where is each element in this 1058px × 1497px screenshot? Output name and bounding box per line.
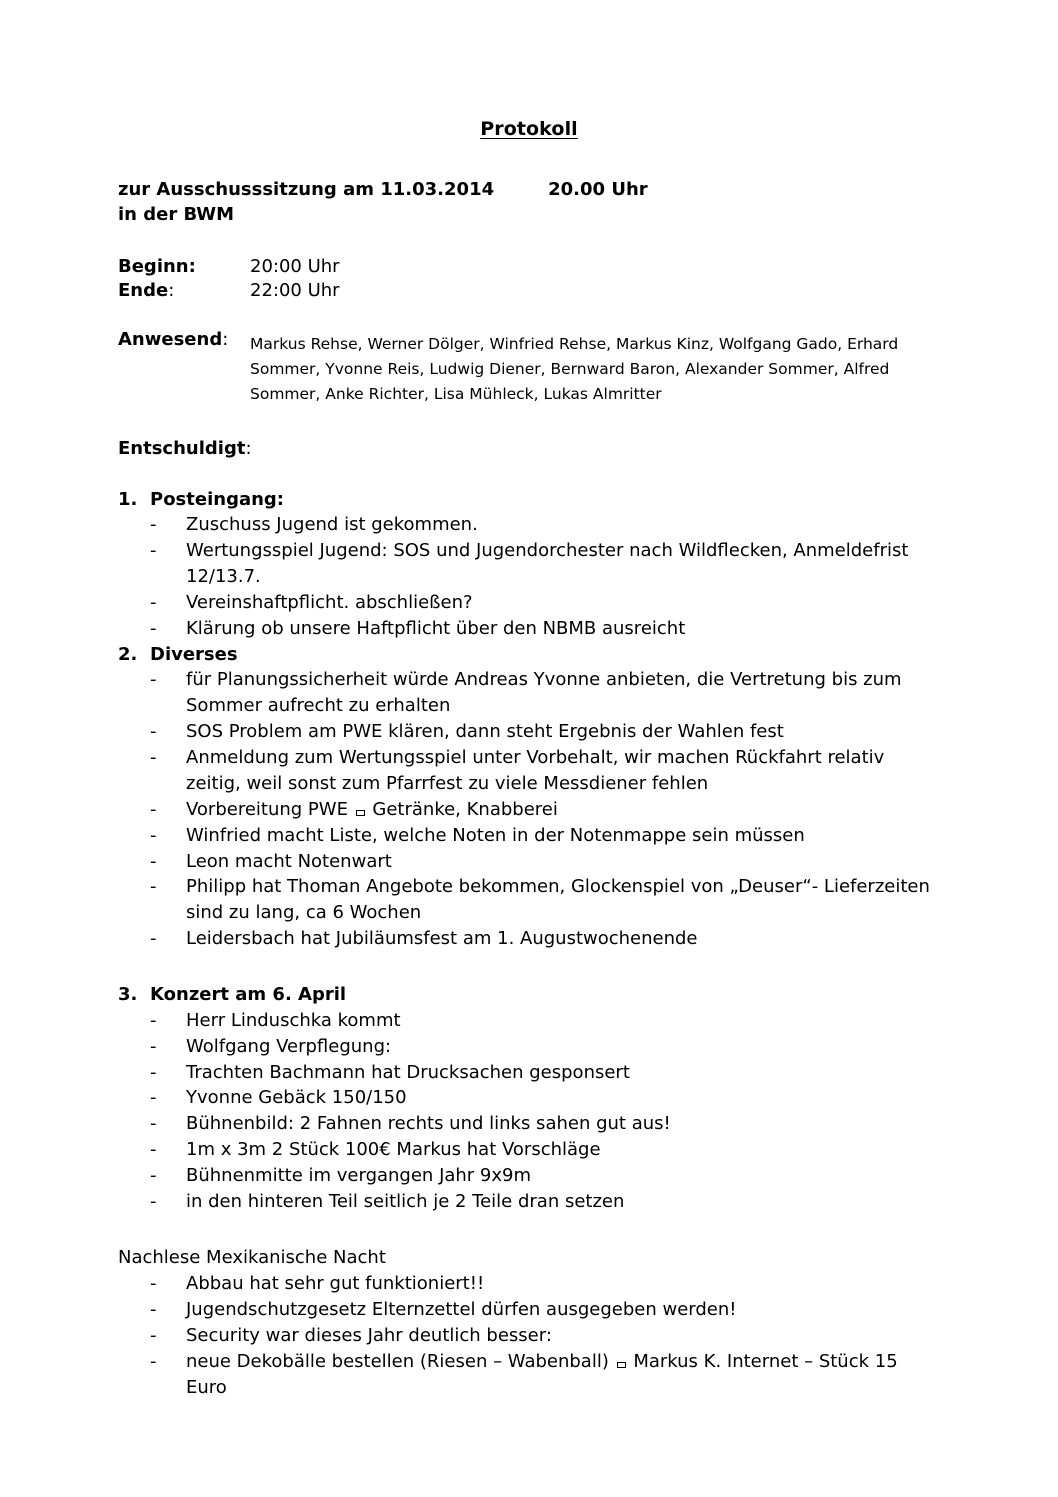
start-time-label: Beginn:	[118, 255, 196, 277]
section-1-heading: Posteingang:	[150, 488, 284, 510]
bullet-dash: -	[150, 1272, 157, 1294]
list-item	[118, 1111, 940, 1137]
list-item	[118, 1163, 940, 1189]
bullet-dash: -	[150, 721, 157, 743]
list-item-text: 1m x 3m 2 Stück 100€ Markus hat Vorschläge	[186, 1139, 601, 1161]
section-posteingang	[118, 487, 940, 642]
list-item	[118, 1085, 940, 1111]
bullet-dash: -	[150, 1061, 157, 1083]
document-body	[118, 118, 940, 1400]
section-2-list	[118, 667, 940, 952]
list-item-text: SOS Problem am PWE klären, dann steht Ergebnis der Wahlen fest	[186, 721, 784, 743]
bullet-dash: -	[150, 850, 157, 872]
section-3-number: 3.	[118, 984, 138, 1006]
section-2-title	[118, 642, 940, 668]
bullet-dash: -	[150, 1165, 157, 1187]
list-item	[118, 1008, 940, 1034]
bullet-dash: -	[150, 824, 157, 846]
missing-glyph-box-icon	[356, 810, 365, 816]
section-konzert	[118, 982, 940, 1215]
excused-colon: :	[245, 437, 252, 459]
bullet-dash: -	[150, 798, 157, 820]
list-item-text: Leidersbach hat Jubiläumsfest am 1. Augustwochenende	[186, 928, 698, 950]
list-item	[118, 849, 940, 875]
list-item	[118, 1297, 940, 1323]
list-item	[118, 1189, 940, 1215]
bullet-dash: -	[150, 1009, 157, 1031]
list-item-text: für Planungssicherheit würde Andreas Yvonne anbieten, die Vertretung bis zum Sommer aufrecht zu erhalten	[186, 669, 902, 717]
list-item-text-before: neue Dekobälle bestellen (Riesen – Wabenball)	[186, 1350, 615, 1372]
list-item	[118, 538, 940, 590]
list-item-text: Anmeldung zum Wertungsspiel unter Vorbehalt, wir machen Rückfahrt relativ zeitig, weil sonst zum Pfarrfest zu viele Messdiener fehlen	[186, 746, 885, 794]
start-time-row	[118, 255, 940, 279]
list-item	[118, 926, 940, 952]
list-item	[118, 1323, 940, 1349]
section-3-list	[118, 1008, 940, 1215]
missing-glyph-box-icon	[617, 1362, 626, 1368]
bullet-dash: -	[150, 1113, 157, 1135]
list-item-text: Winfried macht Liste, welche Noten in der Notenmappe sein müssen	[186, 824, 805, 846]
list-item-text: Herr Linduschka kommt	[186, 1009, 401, 1031]
section-2-heading: Diverses	[150, 643, 238, 665]
list-item-text-after: Getränke, Knabberei	[366, 798, 558, 820]
section-1-number: 1.	[118, 488, 138, 510]
meeting-heading-line1: zur Ausschusssitzung am 11.03.2014	[118, 179, 495, 200]
section-2-number: 2.	[118, 643, 138, 665]
list-item-text: Klärung ob unsere Haftpflicht über den NBMB ausreicht	[186, 617, 686, 639]
end-time-value: 22:00 Uhr	[250, 279, 340, 301]
section-diverses	[118, 642, 940, 953]
start-time-value: 20:00 Uhr	[250, 255, 340, 277]
page-title: Protokoll	[480, 118, 578, 140]
list-item-text: Trachten Bachmann hat Drucksachen gesponsert	[186, 1061, 630, 1083]
list-item-text-after: Markus K. Internet – Stück 15 Euro	[186, 1350, 898, 1398]
attendees-list: Markus Rehse, Werner Dölger, Winfried Rehse, Markus Kinz, Wolfgang Gado, Erhard Sommer, Yvonne Reis, Ludwig Diener, Bernward Baron, Alexander Sommer, Alfred Sommer, Anke Richter, Lisa Mühleck, Lukas Almritter	[250, 335, 899, 404]
list-item-text: Wolfgang Verpflegung:	[186, 1035, 392, 1057]
list-item-text: Wertungsspiel Jugend: SOS und Jugendorchester nach Wildflecken, Anmeldefrist 12/13.7.	[186, 540, 909, 587]
list-item	[118, 1034, 940, 1060]
list-item	[118, 823, 940, 849]
section-3-title	[118, 982, 940, 1008]
bullet-dash: -	[150, 746, 157, 768]
list-item-text	[186, 1349, 940, 1401]
list-item	[118, 874, 940, 926]
bullet-dash: -	[150, 617, 157, 639]
list-item-text: Yvonne Gebäck 150/150	[186, 1087, 407, 1109]
bullet-dash: -	[150, 1139, 157, 1161]
nachlese-heading: Nachlese Mexikanische Nacht	[118, 1246, 386, 1268]
nachlese-spacer	[118, 1215, 940, 1245]
section-3-heading: Konzert am 6. April	[150, 984, 347, 1006]
list-item	[118, 1060, 940, 1086]
meeting-heading-time: 20.00 Uhr	[548, 179, 648, 200]
list-item-text-before: Vorbereitung PWE	[186, 798, 354, 820]
bullet-dash: -	[150, 540, 157, 562]
meeting-heading	[118, 178, 940, 228]
section-1-list	[118, 512, 940, 642]
attendees-row	[118, 329, 940, 407]
list-item-with-missing-glyph	[118, 1349, 940, 1401]
list-item-text: Vereinshaftpflicht. abschließen?	[186, 591, 473, 613]
bullet-dash: -	[150, 876, 157, 898]
list-item	[118, 616, 940, 642]
list-item-text: Zuschuss Jugend ist gekommen.	[186, 514, 478, 536]
list-item	[118, 745, 940, 797]
list-item-text: Jugendschutzgesetz Elternzettel dürfen ausgegeben werden!	[186, 1298, 737, 1320]
bullet-dash: -	[150, 1350, 157, 1372]
section-spacer	[118, 952, 940, 982]
bullet-dash: -	[150, 1087, 157, 1109]
excused-label: Entschuldigt:	[118, 437, 252, 459]
nachlese-list	[118, 1271, 940, 1401]
list-item	[118, 512, 940, 538]
section-1-title	[118, 487, 940, 513]
list-item	[118, 667, 940, 719]
end-time-colon: :	[168, 279, 175, 301]
list-item-text: Security war dieses Jahr deutlich besser:	[186, 1324, 552, 1346]
list-item-with-missing-glyph	[118, 797, 940, 823]
list-item-text: Bühnenbild: 2 Fahnen rechts und links sahen gut aus!	[186, 1113, 671, 1135]
bullet-dash: -	[150, 669, 157, 691]
list-item-text: in den hinteren Teil seitlich je 2 Teile dran setzen	[186, 1191, 625, 1213]
section-nachlese	[118, 1245, 940, 1400]
list-item	[118, 1271, 940, 1297]
bullet-dash: -	[150, 514, 157, 536]
list-item-text: Abbau hat sehr gut funktioniert!!	[186, 1272, 485, 1294]
list-item-text: Bühnenmitte im vergangen Jahr 9x9m	[186, 1165, 532, 1187]
list-item	[118, 1137, 940, 1163]
bullet-dash: -	[150, 1191, 157, 1213]
attendees-colon: :	[222, 329, 229, 351]
end-time-row	[118, 279, 940, 303]
end-time-label: Ende:	[118, 279, 175, 301]
attendees-label: Anwesend:	[118, 329, 229, 351]
bullet-dash: -	[150, 1324, 157, 1346]
bullet-dash: -	[150, 1035, 157, 1057]
bullet-dash: -	[150, 591, 157, 613]
list-item-text: Philipp hat Thoman Angebote bekommen, Glockenspiel von „Deuser“- Lieferzeiten sind zu lang, ca 6 Wochen	[186, 876, 930, 924]
list-item-text: Leon macht Notenwart	[186, 850, 392, 872]
list-item	[118, 590, 940, 616]
meeting-heading-line2: in der BWM	[118, 203, 234, 225]
bullet-dash: -	[150, 928, 157, 950]
list-item-text	[186, 797, 940, 823]
meeting-times	[118, 255, 940, 304]
list-item	[118, 719, 940, 745]
bullet-dash: -	[150, 1298, 157, 1320]
